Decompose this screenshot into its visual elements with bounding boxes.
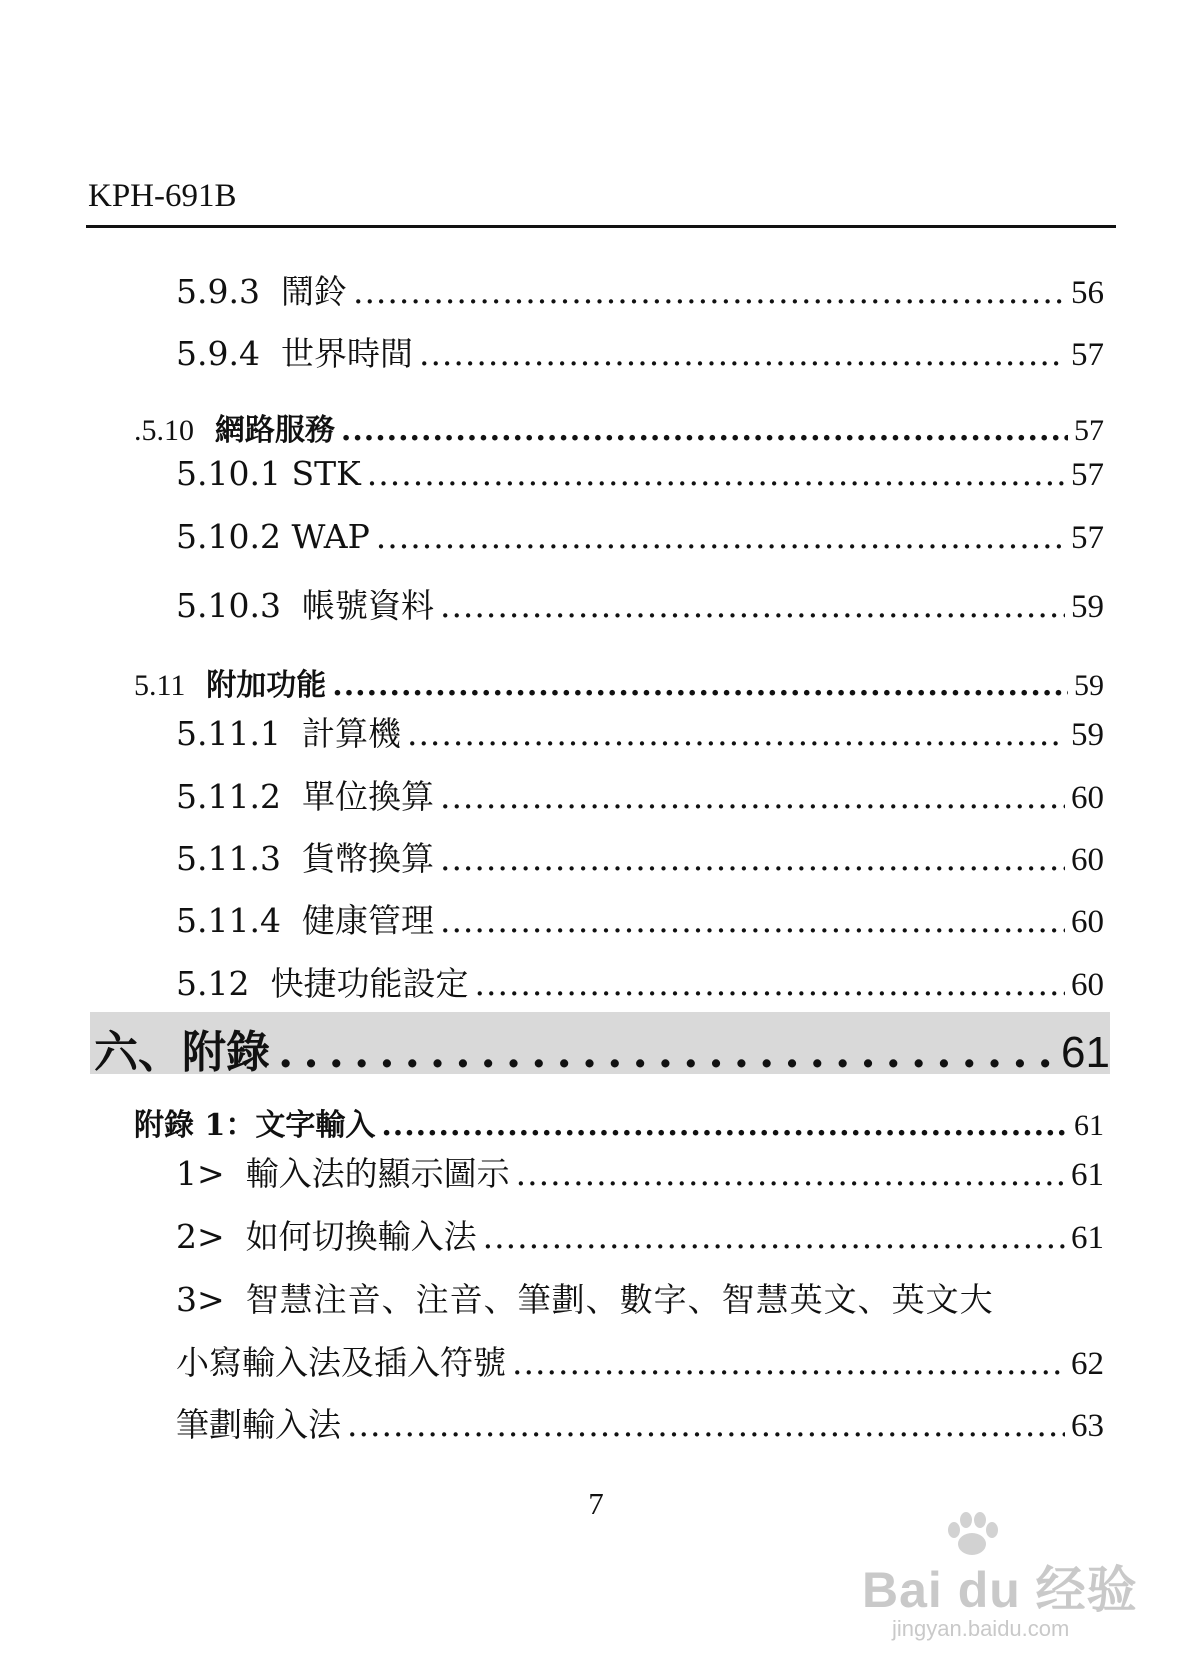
toc-entry-appendix-1-3-cont xyxy=(176,1337,1104,1384)
toc-entry-number: 5.11.4 xyxy=(176,901,281,940)
toc-entry-title: STK xyxy=(291,454,361,493)
toc-entry-5-9-4 xyxy=(176,328,1104,375)
dot-leader xyxy=(419,334,1065,373)
toc-entry-number: 5.9.3 xyxy=(176,272,260,311)
dot-leader xyxy=(381,1108,1068,1143)
dot-leader xyxy=(278,1027,1053,1078)
toc-entry-number: .5.10 xyxy=(134,414,194,447)
toc-entry-title: 小寫輸入法及插入符號 xyxy=(176,1343,506,1382)
toc-entry-5-11 xyxy=(134,660,1104,704)
dot-leader xyxy=(347,1405,1065,1444)
dot-leader xyxy=(341,413,1068,448)
toc-entry-number: 1> xyxy=(176,1154,225,1193)
toc-entry-title: 筆劃輸入法 xyxy=(176,1405,341,1444)
toc-entry-number: 5.11.3 xyxy=(176,839,281,878)
toc-entry-title: 快捷功能設定 xyxy=(270,964,469,1003)
toc-entry-title: 世界時間 xyxy=(280,334,413,373)
dot-leader xyxy=(483,1217,1065,1256)
toc-entry-number: 5.11.2 xyxy=(176,777,281,816)
toc-entry-page: 60 xyxy=(1071,904,1104,940)
toc-entry-page: 59 xyxy=(1071,717,1104,753)
toc-entry-number: 5.10.1 xyxy=(176,454,281,493)
toc-entry-page: 62 xyxy=(1071,1346,1104,1382)
toc-entry-title: 貨幣換算 xyxy=(301,839,434,878)
chapter-page: 61 xyxy=(1061,1028,1110,1077)
toc-entry-page: 60 xyxy=(1071,842,1104,878)
toc-entry-5-10-2 xyxy=(176,517,1104,557)
watermark-url: jingyan.baidu.com xyxy=(892,1616,1070,1641)
chapter-title: 六、附錄 xyxy=(94,1027,270,1078)
document-header-title: KPH-691B xyxy=(88,178,237,214)
dot-leader xyxy=(353,272,1065,311)
toc-entry-page: 63 xyxy=(1071,1408,1104,1444)
toc-entry-5-11-3 xyxy=(176,833,1104,880)
toc-entry-5-10-1 xyxy=(176,454,1104,494)
toc-entry-number: 5.12 xyxy=(176,964,250,1003)
toc-entry-number: 3> xyxy=(176,1280,225,1319)
dot-leader xyxy=(332,668,1068,703)
toc-entry-page: 61 xyxy=(1071,1220,1104,1256)
toc-entry-number: 5.11.1 xyxy=(176,714,281,753)
toc-entry-title: 帳號資料 xyxy=(301,586,434,625)
toc-chapter-appendix xyxy=(94,1016,1110,1080)
dot-leader xyxy=(512,1343,1065,1382)
toc-entry-page: 59 xyxy=(1071,589,1104,625)
dot-leader xyxy=(440,839,1065,878)
toc-entry-title: 單位換算 xyxy=(301,777,434,816)
toc-entry-page: 57 xyxy=(1071,337,1104,373)
page-number: 7 xyxy=(588,1486,604,1521)
toc-entry-page: 57 xyxy=(1074,414,1104,447)
toc-entry-number: 2> xyxy=(176,1217,225,1256)
baidu-watermark xyxy=(862,1520,1138,1660)
dot-leader xyxy=(440,777,1065,816)
toc-entry-5-10-3 xyxy=(176,580,1104,627)
toc-entry-title: 如何切換輸入法 xyxy=(245,1217,477,1256)
toc-entry-title: 網路服務 xyxy=(214,413,335,448)
toc-entry-title: 健康管理 xyxy=(301,901,434,940)
toc-entry-page: 60 xyxy=(1071,967,1104,1003)
toc-entry-page: 59 xyxy=(1074,669,1104,702)
toc-entry-page: 61 xyxy=(1074,1109,1104,1142)
toc-entry-title: 智慧注音、注音、筆劃、數字、智慧英文、英文大 xyxy=(245,1280,994,1319)
toc-entry-number: 5.10.2 xyxy=(176,517,281,556)
toc-entry-page: 57 xyxy=(1071,457,1104,493)
toc-entry-number: 5.11 xyxy=(134,669,186,702)
dot-leader xyxy=(474,964,1065,1003)
toc-entry-5-12 xyxy=(176,958,1104,1005)
toc-entry-5-10 xyxy=(134,405,1104,449)
toc-entry-page: 56 xyxy=(1071,275,1104,311)
dot-leader xyxy=(407,714,1065,753)
header-divider xyxy=(86,225,1116,228)
toc-entry-page: 57 xyxy=(1071,520,1104,556)
toc-entry-page: 61 xyxy=(1071,1157,1104,1193)
toc-entry-title: 鬧鈴 xyxy=(280,272,347,311)
dot-leader xyxy=(367,454,1065,493)
dot-leader xyxy=(376,517,1065,556)
toc-entry-5-9-3 xyxy=(176,266,1104,313)
toc-entry-appendix-1-3 xyxy=(176,1274,1104,1321)
toc-entry-5-11-1 xyxy=(176,708,1104,755)
toc-entry-appendix-1 xyxy=(134,1100,1104,1144)
toc-entry-number: 附錄 1： xyxy=(134,1108,256,1143)
dot-leader xyxy=(440,901,1065,940)
toc-entry-number: 5.9.4 xyxy=(176,334,260,373)
toc-entry-title: 輸入法的顯示圖示 xyxy=(245,1154,510,1193)
dot-leader xyxy=(516,1154,1065,1193)
toc-entry-number: 5.10.3 xyxy=(176,586,281,625)
toc-entry-title: WAP xyxy=(291,517,370,556)
toc-entry-5-11-4 xyxy=(176,895,1104,942)
toc-entry-5-11-2 xyxy=(176,771,1104,818)
toc-entry-stroke-input xyxy=(176,1399,1104,1446)
toc-entry-page: 60 xyxy=(1071,780,1104,816)
toc-entry-appendix-1-1 xyxy=(176,1148,1104,1195)
toc-entry-title: 計算機 xyxy=(301,714,401,753)
toc-entry-title: 附加功能 xyxy=(206,668,327,703)
toc-entry-appendix-1-2 xyxy=(176,1211,1104,1258)
dot-leader xyxy=(440,586,1065,625)
toc-entry-title: 文字輸入 xyxy=(255,1108,376,1143)
watermark-brand: Bai du 经验 xyxy=(862,1562,1138,1618)
